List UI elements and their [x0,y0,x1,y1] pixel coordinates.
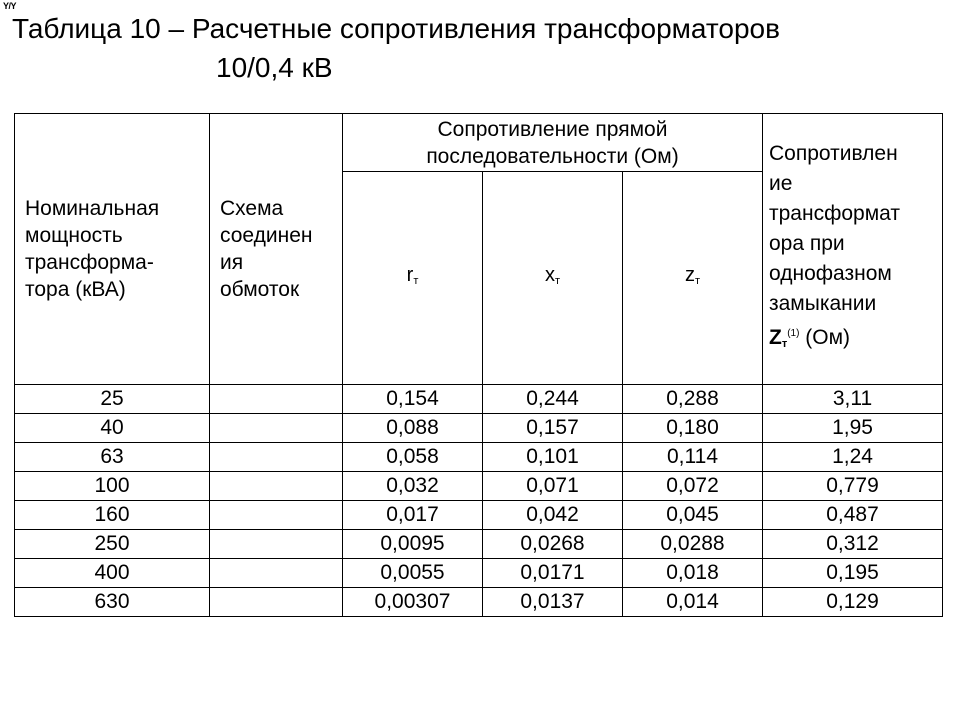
cell-power: 160 [15,501,210,530]
resistance-table [14,113,943,617]
header-scheme-line: Схема [220,197,284,220]
cell-scheme [210,559,343,588]
cell-z: 0,180 [623,414,763,443]
cell-scheme [210,443,343,472]
cell-x: 0,0268 [483,530,623,559]
header-single-phase-line: замыкании [769,292,877,315]
cell-power: 250 [15,530,210,559]
header-power [15,114,210,385]
cell-scheme [210,530,343,559]
header-r-sub: т [413,274,419,287]
header-z-base: z [684,263,695,286]
table-row [15,501,943,530]
zt-sub: т [781,338,788,350]
title-line-1: Таблица 10 – Расчетные сопротивления трансформаторов [12,13,780,44]
cell-z: 0,288 [623,385,763,414]
cell-scheme [210,385,343,414]
cell-x: 0,042 [483,501,623,530]
table-row [15,559,943,588]
header-power-line: тора (кВА) [25,278,126,301]
table-row [15,414,943,443]
cell-power: 40 [15,414,210,443]
cell-z: 0,045 [623,501,763,530]
zt-sup: (1) [787,328,800,339]
table-row [15,530,943,559]
cell-z1: 1,24 [763,443,943,472]
header-single-phase-line: ора при [769,232,845,255]
zt-unit: (Ом) [799,326,851,349]
table-row [15,472,943,501]
header-single-phase-line: однофазном [769,262,892,285]
cell-x: 0,157 [483,414,623,443]
cell-power: 400 [15,559,210,588]
cell-scheme [210,588,343,617]
header-single-phase-symbol [769,326,850,349]
cell-scheme [210,414,343,443]
cell-power: 100 [15,472,210,501]
cell-z: 0,0288 [623,530,763,559]
header-power-line: мощность [25,224,123,247]
cell-x: 0,244 [483,385,623,414]
cell-z: 0,018 [623,559,763,588]
page-title [12,9,942,87]
header-scheme-line: соединен [220,224,313,247]
header-single-phase [763,114,943,385]
header-scheme-line: обмоток [220,278,300,301]
cell-r: 0,00307 [343,588,483,617]
header-x-base: x [544,263,555,286]
header-positive-sequence-line: Сопротивление прямой [437,117,668,141]
header-r [343,172,483,385]
cell-r: 0,088 [343,414,483,443]
header-power-line: трансформа- [25,251,154,274]
header-single-phase-line: ие [769,172,793,195]
cell-x: 0,0137 [483,588,623,617]
zt-base: Z [769,326,782,349]
header-z [623,172,763,385]
cell-r: 0,017 [343,501,483,530]
cell-r: 0,032 [343,472,483,501]
header-positive-sequence-line: последовательности (Ом) [426,144,679,168]
header-power-line: Номинальная [25,197,160,220]
header-positive-sequence [343,114,763,172]
header-r-base: r [406,263,414,286]
table-row [15,385,943,414]
cell-z: 0,114 [623,443,763,472]
cell-r: 0,058 [343,443,483,472]
cell-r: 0,0055 [343,559,483,588]
header-x-sub: т [554,274,561,287]
cell-r: 0,154 [343,385,483,414]
cell-z1: 1,95 [763,414,943,443]
cell-x: 0,101 [483,443,623,472]
title-line-2: 10/0,4 кВ [216,52,333,83]
cell-z: 0,072 [623,472,763,501]
header-x [483,172,623,385]
cell-z1: 0,195 [763,559,943,588]
table-row [15,588,943,617]
cell-z1: 0,312 [763,530,943,559]
cell-x: 0,0171 [483,559,623,588]
header-scheme-line: ия [220,251,244,274]
cell-x: 0,071 [483,472,623,501]
cell-scheme [210,472,343,501]
table-row [15,443,943,472]
header-z-sub: т [694,274,701,287]
cell-z: 0,014 [623,588,763,617]
corner-mark: Y/Y [3,1,17,11]
cell-z1: 0,129 [763,588,943,617]
cell-power: 25 [15,385,210,414]
cell-z1: 0,487 [763,501,943,530]
cell-z1: 3,11 [763,385,943,414]
cell-r: 0,0095 [343,530,483,559]
cell-scheme [210,501,343,530]
header-single-phase-line: трансформат [769,202,900,225]
cell-power: 630 [15,588,210,617]
cell-z1: 0,779 [763,472,943,501]
header-single-phase-line: Сопротивлен [769,142,898,165]
cell-power: 63 [15,443,210,472]
header-scheme [210,114,343,385]
